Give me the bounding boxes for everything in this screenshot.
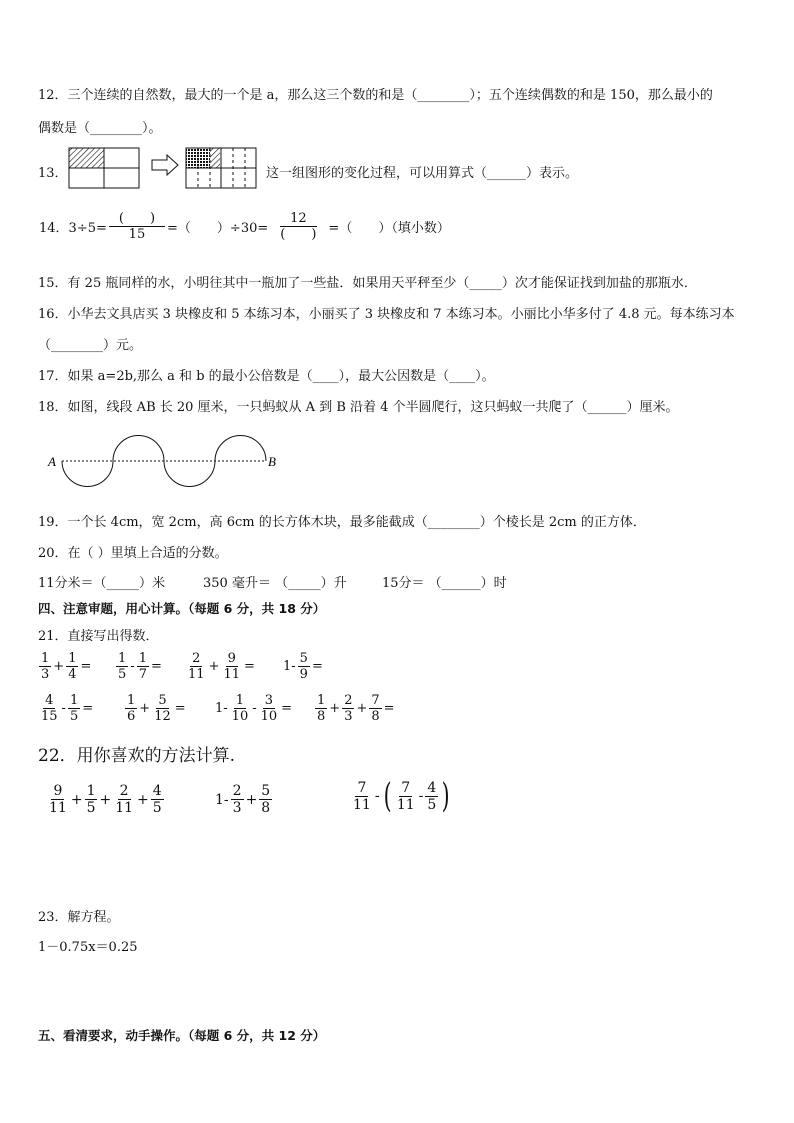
q16-line2: （________）元。 xyxy=(38,338,143,353)
q17: 17．如果 a=2b,那么 a 和 b 的最小公倍数是（____），最大公因数是（____）。 xyxy=(38,369,495,384)
section-4-heading: 四、注意审题，用心计算。（每题 6 分，共 18 分） xyxy=(38,601,326,616)
q21-r1-e3: $\frac{2}{11}$ + $\frac{9}{11}$ = xyxy=(188,651,255,682)
q21-r2-e2: $\frac{1}{6}$ + $\frac{5}{12}$ = xyxy=(127,693,186,724)
q20-item-1: 11分米＝（_____）米 xyxy=(38,576,166,591)
q22-expr-2: 1- $\frac{2}{3}$ + $\frac{5}{8}$ xyxy=(215,783,271,816)
q14-suffix: =（ ）（填小数） xyxy=(328,221,450,236)
q16-line1: 16．小华去文具店买 3 块橡皮和 5 本练习本，小丽买了 3 块橡皮和 7 本练习本。小丽比小华多付了 4.8 元。每本练习本 xyxy=(38,307,735,322)
q21-title: 21．直接写出得数． xyxy=(38,629,159,644)
q21-r2-e3: 1- $\frac{1}{10}$ - $\frac{3}{10}$ = xyxy=(215,693,293,724)
q12-line1: 12．三个连续的自然数，最大的一个是 a，那么这三个数的和是（________）；五个连续偶数的和是 150，那么最小的 xyxy=(38,88,713,103)
q15: 15．有 25 瓶同样的水，小明往其中一瓶加了一些盐．如果用天平秤至少（_____）次才能保证找到加盐的那瓶水． xyxy=(38,276,697,291)
q20-item-3: 15分＝ （______）时 xyxy=(382,576,507,591)
q23-equation: 1－0.75x＝0.25 xyxy=(38,940,138,955)
q13-text: 这一组图形的变化过程，可以用算式（______）表示。 xyxy=(266,166,579,181)
q18-figure xyxy=(44,432,284,492)
q13-arrow xyxy=(152,155,178,175)
q21-r2-e1: $\frac{4}{15}$ - $\frac{1}{5}$ = xyxy=(41,693,94,724)
q22-expr-1: $\frac{9}{11}$ + $\frac{1}{5}$ + $\frac{2}{11}$ + $\frac{4}{5}$ xyxy=(49,783,162,816)
section-5-heading: 五、看清要求，动手操作。（每题 6 分，共 12 分） xyxy=(38,1028,326,1043)
q20-item-2: 350 毫升＝ （_____）升 xyxy=(203,576,347,591)
q14 xyxy=(38,212,451,241)
q22-title: 22．用你喜欢的方法计算. xyxy=(38,746,236,766)
q13-right-hatch xyxy=(210,148,220,168)
q14-fraction-1: $\frac{( )}{15}$ xyxy=(109,212,165,241)
q13-left-hatch xyxy=(69,148,104,168)
q21-r1-e1: $\frac{1}{3}$ + $\frac{1}{4}$ = xyxy=(41,651,92,682)
q14-fraction-2: $\frac{12}{( )}$ xyxy=(280,211,317,242)
q18-label-b: B xyxy=(268,454,276,469)
q12-line2: 偶数是（________）。 xyxy=(38,121,162,136)
q13-figure xyxy=(68,146,260,192)
q13-number: 13． xyxy=(38,166,68,181)
q21-r1-e4: 1- $\frac{5}{9}$ = xyxy=(283,651,323,682)
q14-prefix: 14．3÷5= xyxy=(39,221,107,236)
q21-r1-e2: $\frac{1}{5}$ - $\frac{1}{7}$ = xyxy=(118,651,162,682)
q22-expr-3: $\frac{7}{11}$ - ( $\frac{7}{11}$ - $\frac{4}{5}$ ) xyxy=(353,776,450,816)
q20-title: 20．在（ ）里填上合适的分数。 xyxy=(38,546,228,561)
q19: 19．一个长 4cm，宽 2cm，高 6cm 的长方体木块，最多能截成（________）个棱长是 2cm 的正方体． xyxy=(38,515,646,530)
q23-title: 23．解方程。 xyxy=(38,910,120,925)
q18-text: 18．如图，线段 AB 长 20 厘米，一只蚂蚁从 A 到 B 沿着 4 个半圆爬行，这只蚂蚁一共爬了（______）厘米。 xyxy=(38,400,679,415)
q21-r2-e4: $\frac{1}{8}$ + $\frac{2}{3}$ + $\frac{7}{8}$ = xyxy=(317,693,395,724)
q18-label-a: A xyxy=(48,454,56,469)
q14-mid: =（ ）÷30= xyxy=(167,221,269,236)
